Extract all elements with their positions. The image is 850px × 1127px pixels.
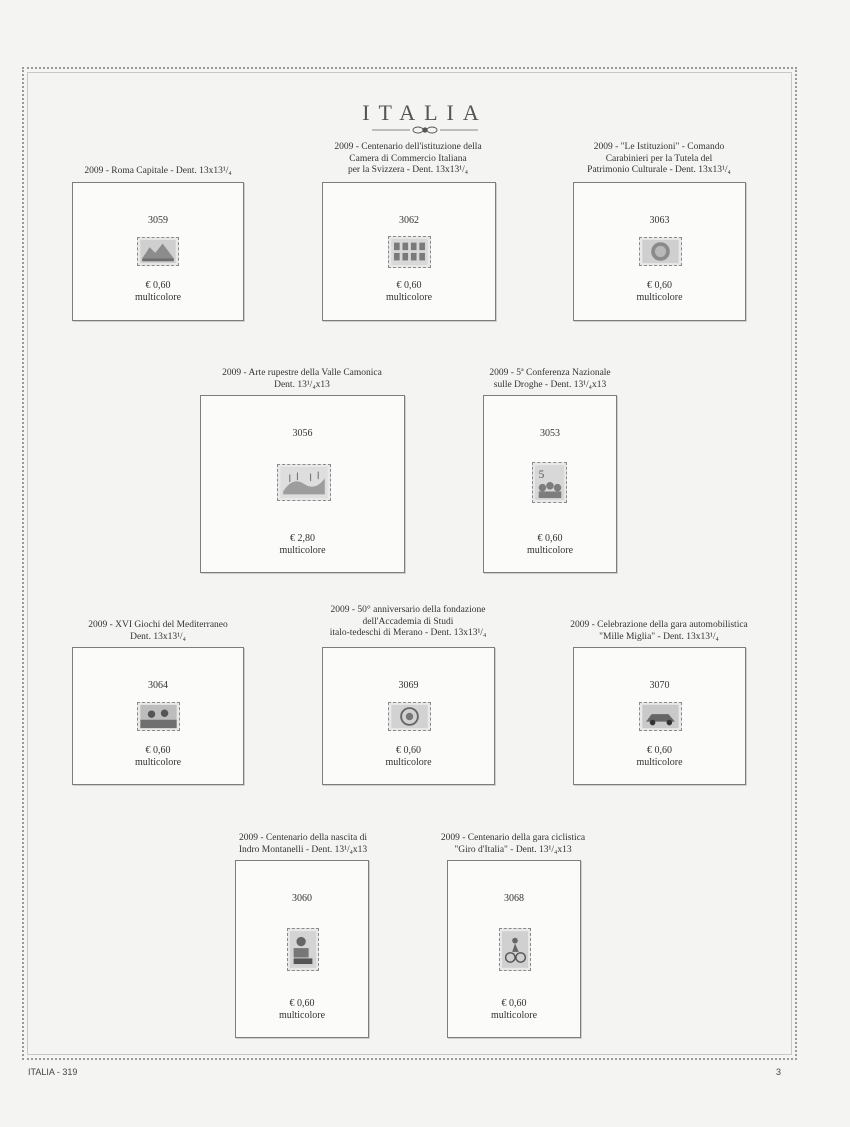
stamp-caption: 2009 - Arte rupestre della Valle Camonica Dent. 13¹/₄x13 <box>222 368 382 390</box>
stamp-mount-3059[interactable] <box>72 182 244 321</box>
stamp-camera-commercio-icon <box>388 236 431 268</box>
stamp-value: € 0,60 <box>647 745 672 756</box>
stamp-mount-3068[interactable] <box>447 860 581 1038</box>
stamp-color: multicolore <box>134 292 182 303</box>
catalog-number: 3060 <box>292 893 312 904</box>
page-title: ITALIA <box>362 100 488 125</box>
stamp-value: € 0,60 <box>396 745 421 756</box>
stamp-value: € 0,60 <box>501 998 527 1009</box>
stamp-caption: 2009 - Celebrazione della gara automobilistica "Mille Miglia" - Dent. 13x13¹/₄ <box>570 620 748 642</box>
catalog-number: 3062 <box>399 215 419 226</box>
stamp-mount-3070[interactable] <box>573 647 746 785</box>
stamp-color: multicolore <box>279 545 326 556</box>
stamp-mount-3056[interactable] <box>200 395 405 573</box>
stamp-caption: 2009 - Centenario della nascita di Indro Montanelli - Dent. 13¹/₄x13 <box>238 833 368 855</box>
stamp-caption: 2009 - 50° anniversario della fondazione dell'Accademia di Studi italo-tedeschi di Merano - Dent. 13x13¹/₄ <box>329 605 487 638</box>
stamp-caption: 2009 - XVI Giochi del Mediterraneo Dent. 13x13¹/₄ <box>88 620 228 642</box>
catalog-number: 3063 <box>649 215 670 226</box>
catalog-number: 3070 <box>649 680 670 691</box>
catalog-number: 3056 <box>292 428 313 439</box>
stamp-mount-3064[interactable] <box>72 647 244 785</box>
stamp-caption: 2009 - Roma Capitale - Dent. 13x13¹/₄ <box>84 166 232 176</box>
stamp-color: multicolore <box>385 292 433 303</box>
stamp-value: € 0,60 <box>289 998 315 1009</box>
stamp-roma-capitale-icon <box>137 237 179 266</box>
stamp-value: € 0,60 <box>537 533 563 544</box>
stamp-color: multicolore <box>490 1010 538 1021</box>
catalog-number: 3053 <box>540 428 560 439</box>
stamp-caption: 2009 - "Le Istituzioni" - Comando Carabinieri per la Tutela del Patrimonio Culturale - Dent. 13x13¹/₄ <box>587 142 731 175</box>
svg-text:5: 5 <box>538 469 545 482</box>
stamp-value: € 0,60 <box>145 745 171 756</box>
stamp-montanelli-icon <box>287 928 319 971</box>
stamp-caption: 2009 - Centenario della gara ciclistica "Giro d'Italia" - Dent. 13¹/₄x13 <box>440 833 586 855</box>
stamp-value: € 2,80 <box>290 533 315 544</box>
stamp-color: multicolore <box>526 545 574 556</box>
catalog-number: 3068 <box>504 893 524 904</box>
stamp-mount-3060[interactable] <box>235 860 369 1038</box>
title-ornament-icon <box>370 124 480 136</box>
page-footer-left: ITALIA - 319 <box>28 1067 78 1077</box>
catalog-number: 3059 <box>148 215 168 226</box>
stamp-mille-miglia-icon <box>639 702 682 731</box>
stamp-mount-3062[interactable] <box>322 182 496 321</box>
stamp-color: multicolore <box>636 757 683 768</box>
stamp-carabinieri-icon <box>639 237 682 266</box>
stamp-droghe-icon <box>532 462 567 503</box>
stamp-mount-3063[interactable] <box>573 182 746 321</box>
stamp-accademia-merano-icon <box>388 702 431 731</box>
stamp-value: € 0,60 <box>396 280 422 291</box>
stamp-caption: 2009 - 5ª Conferenza Nazionale sulle Droghe - Dent. 13¹/₄x13 <box>489 368 611 390</box>
stamp-valle-camonica-icon <box>277 464 331 501</box>
catalog-number: 3069 <box>398 680 419 691</box>
stamp-caption: 2009 - Centenario dell'istituzione della Camera di Commercio Italiana per la Svizzera - Dent. 13x13¹/₄ <box>334 142 482 175</box>
stamp-color: multicolore <box>636 292 683 303</box>
stamp-value: € 0,60 <box>145 280 171 291</box>
catalog-number: 3064 <box>148 680 168 691</box>
stamp-color: multicolore <box>134 757 182 768</box>
stamp-color: multicolore <box>278 1010 326 1021</box>
page-number: 3 <box>776 1067 782 1077</box>
stamp-value: € 0,60 <box>647 280 672 291</box>
stamp-mount-3069[interactable] <box>322 647 495 785</box>
stamp-mount-3053[interactable] <box>483 395 617 573</box>
stamp-giro-italia-icon <box>499 928 531 971</box>
stamp-color: multicolore <box>385 757 432 768</box>
stamp-giochi-mediterraneo-icon <box>137 702 180 731</box>
